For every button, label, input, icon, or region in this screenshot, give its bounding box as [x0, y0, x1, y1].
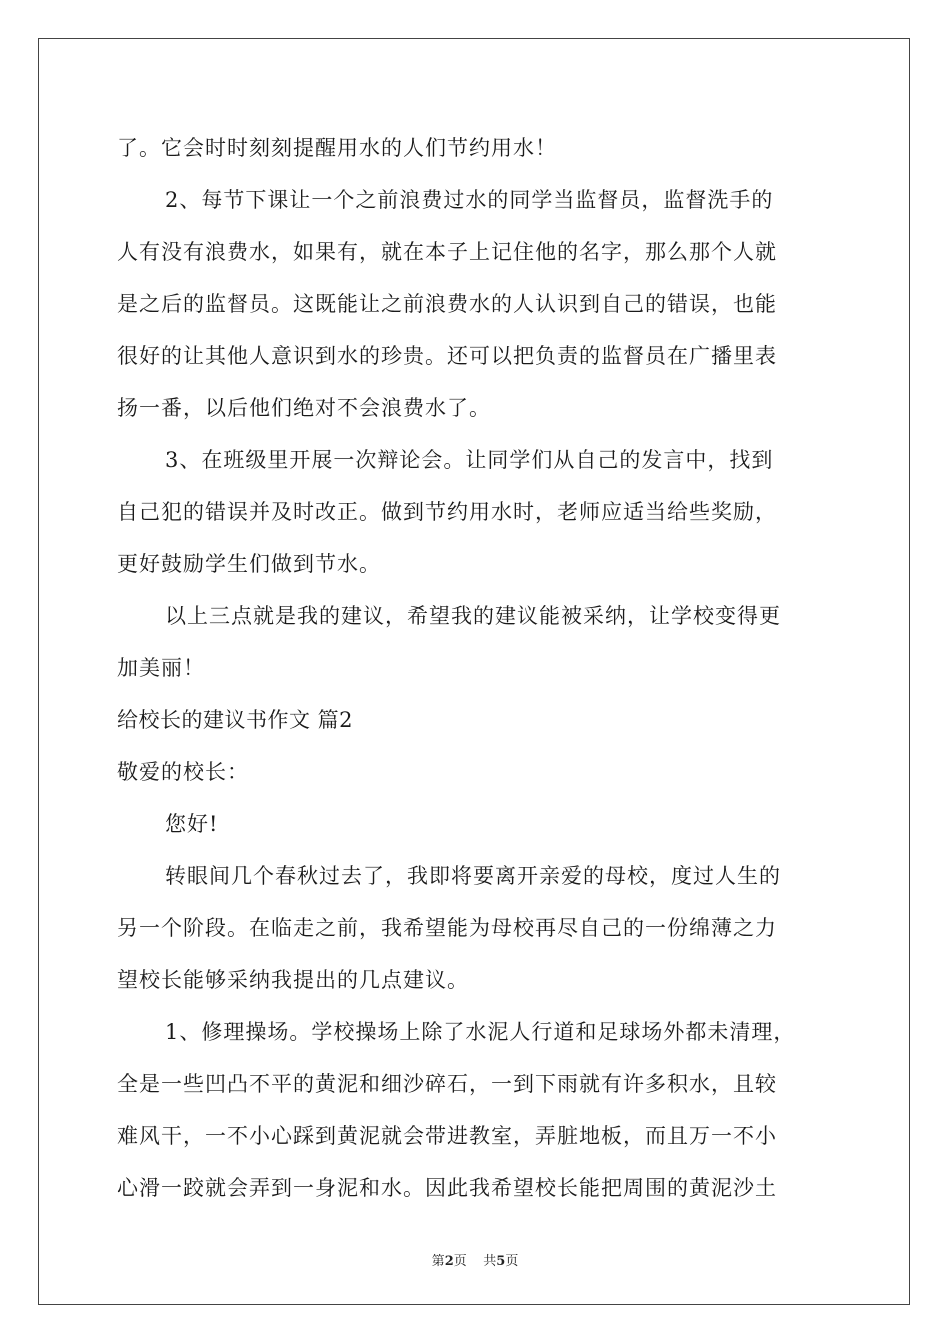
page-label-suffix: 页 [505, 1254, 519, 1269]
text-line: 难风干，一不小心踩到黄泥就会带进教室，弄脏地板，而且万一不小 [117, 1124, 777, 1148]
total-page-number: 5 [496, 1254, 506, 1269]
paragraph-item-1: 1、修理操场。学校操场上除了水泥人行道和足球场外都未清理， [165, 1020, 796, 1044]
document-body [117, 122, 837, 1214]
text-line: 望校长能够采纳我提出的几点建议。 [117, 968, 469, 992]
text-line: 人有没有浪费水，如果有，就在本子上记住他的名字，那么那个人就 [117, 240, 777, 264]
text-line: 更好鼓励学生们做到节水。 [117, 552, 381, 576]
current-page-number: 2 [444, 1254, 454, 1269]
text-line: 很好的让其他人意识到水的珍贵。还可以把负责的监督员在广播里表 [117, 344, 777, 368]
salutation: 敬爱的校长： [117, 760, 249, 784]
page-label-prefix: 第 [431, 1254, 445, 1269]
section-heading: 给校长的建议书作文 篇2 [117, 708, 354, 732]
text-line: 心滑一跤就会弄到一身泥和水。因此我希望校长能把周围的黄泥沙土 [117, 1176, 777, 1200]
paragraph-item-2: 2、每节下课让一个之前浪费过水的同学当监督员，监督洗手的 [165, 188, 774, 212]
text-line: 是之后的监督员。这既能让之前浪费水的人认识到自己的错误，也能 [117, 292, 777, 316]
text-line: 加美丽！ [117, 656, 205, 680]
paragraph-intro: 转眼间几个春秋过去了，我即将要离开亲爱的母校，度过人生的 [165, 864, 781, 888]
text-line: 另一个阶段。在临走之前，我希望能为母校再尽自己的一份绵薄之力 [117, 916, 777, 940]
page-footer [0, 1250, 950, 1269]
paragraph-conclusion: 以上三点就是我的建议，希望我的建议能被采纳，让学校变得更 [165, 604, 781, 628]
text-line: 自己犯的错误并及时改正。做到节约用水时，老师应适当给些奖励， [117, 500, 777, 524]
page-label-mid: 页 共 [453, 1254, 497, 1269]
text-line: 了。它会时时刻刻提醒用水的人们节约用水！ [117, 136, 557, 160]
greeting: 您好! [165, 812, 219, 836]
text-line: 全是一些凹凸不平的黄泥和细沙碎石，一到下雨就有许多积水，且较 [117, 1072, 777, 1096]
text-line: 扬一番，以后他们绝对不会浪费水了。 [117, 396, 491, 420]
paragraph-item-3: 3、在班级里开展一次辩论会。让同学们从自己的发言中，找到 [165, 448, 774, 472]
